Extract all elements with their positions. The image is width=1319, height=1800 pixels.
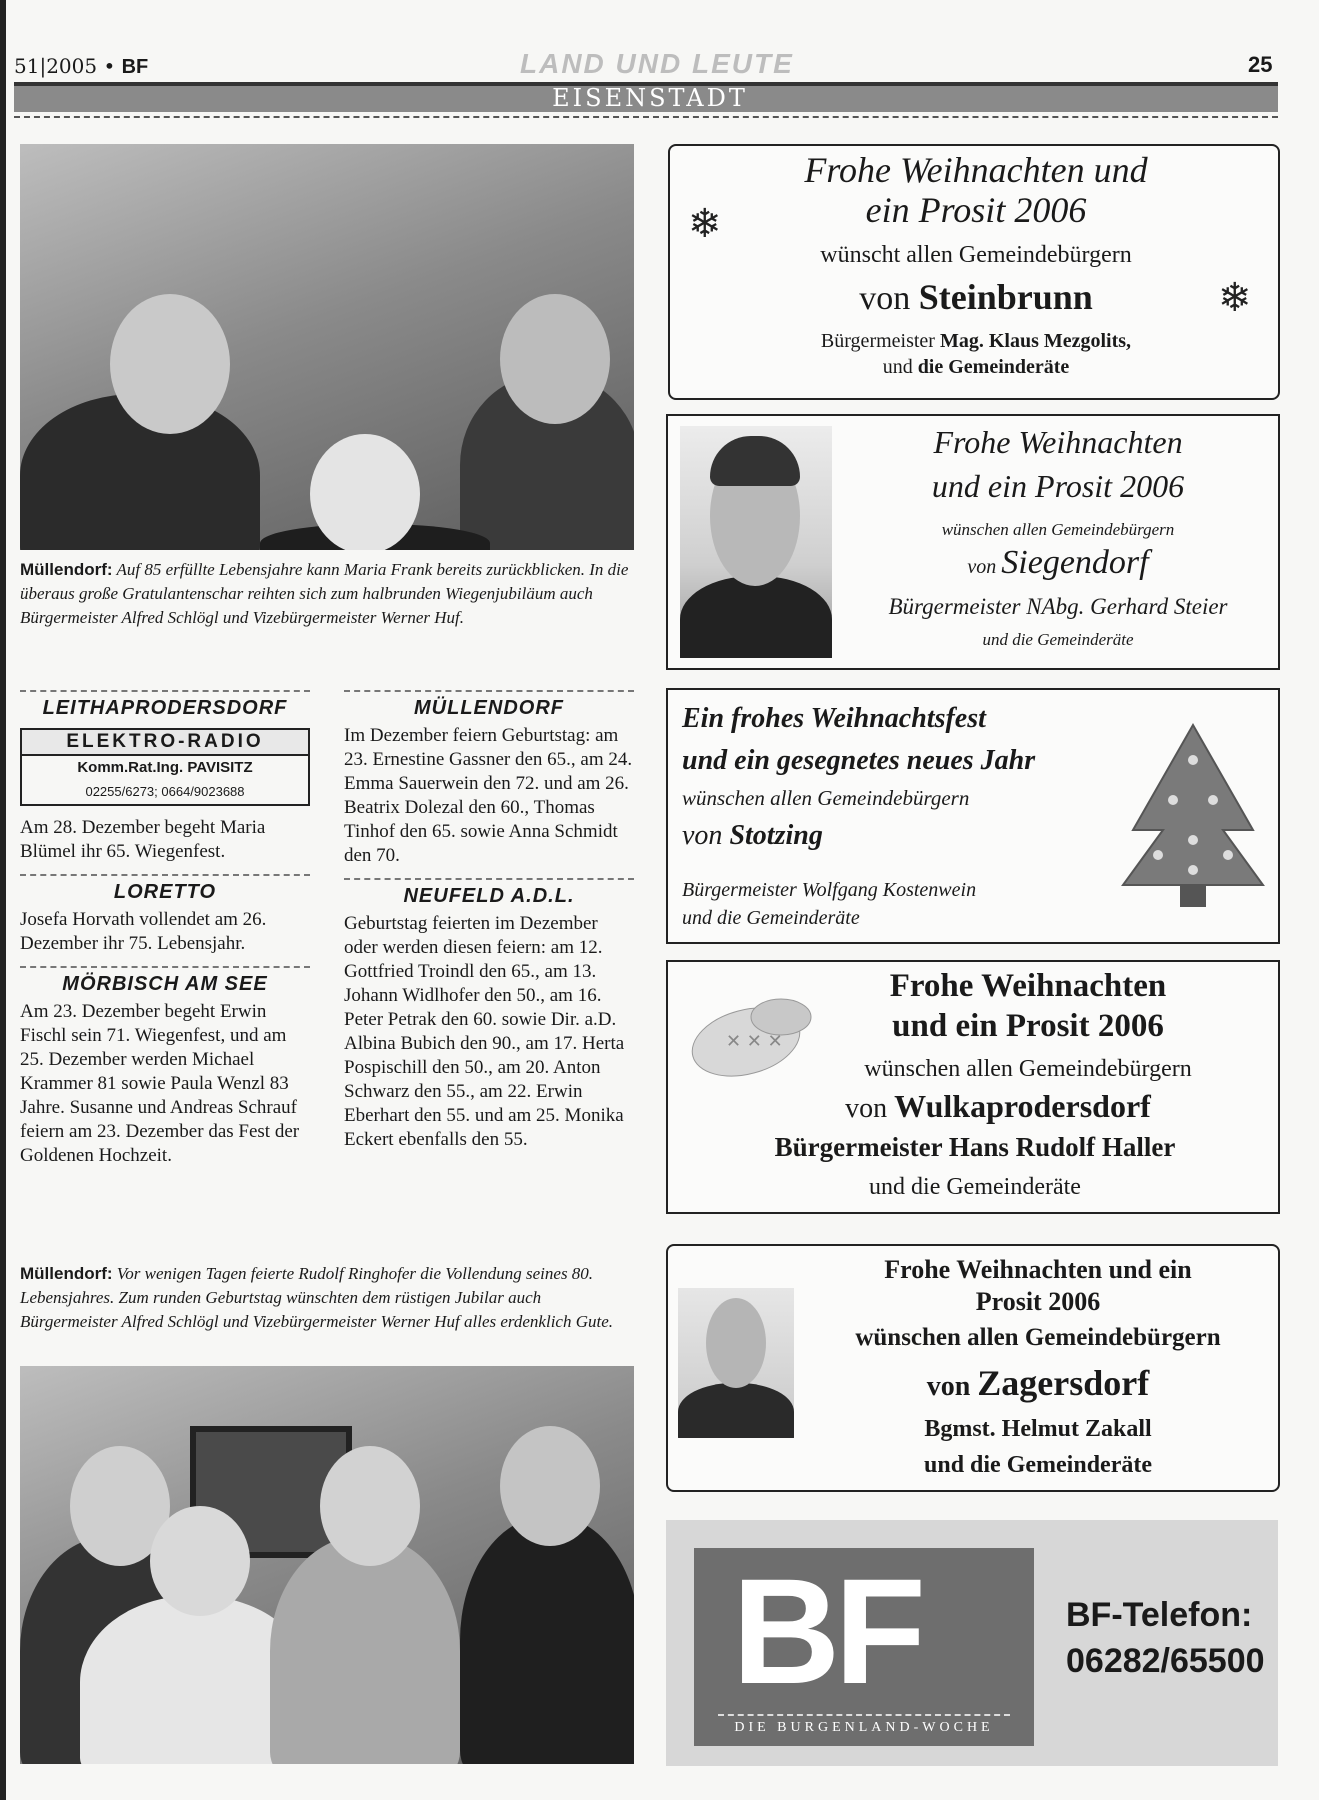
steinbrunn-greeting: Frohe Weihnachten und ein Prosit 2006 <box>804 150 1148 230</box>
elektro-ad-phone: 02255/6273; 0664/9023688 <box>85 784 245 799</box>
snowflake-icon: ❄ <box>1218 275 1252 321</box>
photo-maria-frank <box>20 144 634 550</box>
caption-text: Vor wenigen Tagen feierte Rudolf Ringhofer die Vollendung seines 80. Lebensjahres. Zum runden Geburtstag wünschten dem rüstigen Jubilar auch Bürgermeister Alfred Schlögl und Vizebürgermeister Werner Huf alles erdenklich Gute. <box>20 1264 614 1331</box>
heading-moerbisch: MÖRBISCH AM SEE <box>20 966 310 996</box>
text-neufeld: Geburtstag feierten im Dezember oder werden diesen feiern: am 12. Gottfried Troindl den 65., am 13. Johann Widlhofer den 50., am 16. Peter Petrak den 60. sowie Dir. a.D. Albina Bubich den 90., am 17. Herta Pospischill den 50., am 20. Anton Schwarz den 55., am 22. Erwin Eberhart den 55. und am 25. Monika Eckert ebenfalls den 55. <box>344 913 625 1150</box>
elektro-radio-ad <box>20 728 310 806</box>
issue-number: 51|2005 • BF <box>14 54 149 78</box>
stotzing-greeting: Ein frohes Weihnachtsfest und ein gesegnetes neues Jahr <box>682 703 1036 776</box>
steinbrunn-mayor: Bürgermeister Mag. Klaus Mezgolits, und die Gemeinderäte <box>820 330 1132 378</box>
photo-rudolf-ringhofer <box>20 1366 634 1764</box>
zagersdorf-mayor: Bgmst. Helmut Zakall <box>924 1416 1152 1442</box>
wulka-town: von Wulkaprodersdorf <box>845 1088 1151 1124</box>
page-binding-edge <box>0 0 6 1800</box>
bf-logo-letters: BF <box>732 1547 920 1715</box>
bf-promo-box <box>666 1520 1278 1766</box>
caption-place: Müllendorf: <box>20 1264 113 1283</box>
siegendorf-mayor: Bürgermeister NAbg. Gerhard Steier <box>888 594 1228 619</box>
bf-phone-number: 06282/65500 <box>1066 1642 1265 1680</box>
svg-text:✕ ✕ ✕: ✕ ✕ ✕ <box>726 1031 783 1052</box>
text-muellendorf: Im Dezember feiern Geburtstag: am 23. Ernestine Gassner den 65., am 24. Emma Sauerwein den 72. und am 26. Beatrix Dolezal den 60., Thomas Tinhof den 65. sowie Anna Schmidt den 70. <box>344 725 633 866</box>
wulka-greeting: Frohe Weihnachten und ein Prosit 2006 <box>889 968 1167 1044</box>
ad-siegendorf <box>666 414 1280 670</box>
section-title: LAND UND LEUTE <box>520 48 794 79</box>
siegendorf-greeting: Frohe Weihnachten und ein Prosit 2006 <box>931 424 1185 504</box>
text-leithaprodersdorf: Am 28. Dezember begeht Maria Blümel ihr 65. Wiegenfest. <box>20 817 266 862</box>
stotzing-mayor: Bürgermeister Wolfgang Kostenwein und die Gemeinderäte <box>682 879 977 929</box>
christmas-tree-icon <box>1118 720 1268 910</box>
zagersdorf-council: und die Gemeinderäte <box>924 1452 1152 1478</box>
portrait-gerhard-steier <box>680 426 832 658</box>
caption-text: Auf 85 erfüllte Lebensjahre kann Maria Frank bereits zurückblicken. In die überaus große Gratulantenschar reihten sich zum halbrunden Wiegenjubiläum auch Bürgermeister Alfred Schlögl und Vizebürgermeister Werner Huf. <box>20 560 629 627</box>
page-number: 25 <box>1248 52 1273 77</box>
zagersdorf-town: von Zagersdorf <box>926 1363 1150 1403</box>
elektro-ad-owner: Komm.Rat.Ing. PAVISITZ <box>77 759 253 776</box>
heading-neufeld: NEUFELD A.D.L. <box>344 878 634 908</box>
zagersdorf-wishes: wünschen allen Gemeindebürgern <box>855 1324 1221 1351</box>
bf-tagline: DIE BURGENLAND-WOCHE <box>734 1720 994 1735</box>
region-label: EISENSTADT <box>552 84 748 112</box>
siegendorf-town: von Siegendorf <box>967 544 1149 581</box>
elektro-ad-title: ELEKTRO-RADIO <box>22 730 308 756</box>
heading-loretto: LORETTO <box>20 874 310 904</box>
wulka-mayor: Bürgermeister Hans Rudolf Haller <box>774 1132 1176 1162</box>
photo2-caption <box>20 1262 634 1334</box>
steinbrunn-town: von Steinbrunn <box>859 277 1093 317</box>
caption-place: Müllendorf: <box>20 560 113 579</box>
news-column-right <box>344 690 634 1162</box>
siegendorf-council: und die Gemeinderäte <box>982 630 1134 649</box>
ad-zagersdorf <box>666 1244 1280 1492</box>
text-moerbisch: Am 23. Dezember begeht Erwin Fischl sein 71. Wiegenfest, und am 25. Dezember werden Michael Krammer 81 sowie Paula Wenzl 83 Jahre. Susanne und Andreas Schrauf feiern am 23. Dezember das Fest der Goldenen Hochzeit. <box>20 1001 300 1166</box>
ad-stotzing <box>666 688 1280 944</box>
text-loretto: Josefa Horvath vollendet am 26. Dezember ihr 75. Lebensjahr. <box>20 909 267 954</box>
bf-phone-label: BF-Telefon: <box>1066 1596 1253 1634</box>
zagersdorf-greeting: Frohe Weihnachten und ein Prosit 2006 <box>884 1255 1192 1316</box>
ad-wulkaprodersdorf <box>666 960 1280 1214</box>
siegendorf-wishes: wünschen allen Gemeindebürgern <box>941 520 1175 539</box>
bf-logo-dashline <box>718 1714 1010 1716</box>
bf-logo <box>694 1548 1034 1746</box>
snowflake-icon: ❄ <box>688 201 722 247</box>
news-column-left <box>20 690 310 1178</box>
photo1-caption <box>20 558 634 630</box>
wulka-council: und die Gemeinderäte <box>869 1174 1081 1200</box>
ad-steinbrunn <box>668 144 1280 400</box>
stotzing-town: von Stotzing <box>682 820 823 851</box>
wulka-wishes: wünschen allen Gemeindebürgern <box>864 1056 1192 1082</box>
portrait-helmut-zakall <box>678 1288 794 1438</box>
stotzing-wishes: wünschen allen Gemeindebürgern <box>682 786 970 810</box>
steinbrunn-wishes: wünscht allen Gemeindebürgern <box>820 242 1132 268</box>
header-dashed-divider <box>14 116 1278 118</box>
heading-muellendorf: MÜLLENDORF <box>344 690 634 720</box>
heading-leithaprodersdorf: LEITHAPRODERSDORF <box>20 690 310 720</box>
